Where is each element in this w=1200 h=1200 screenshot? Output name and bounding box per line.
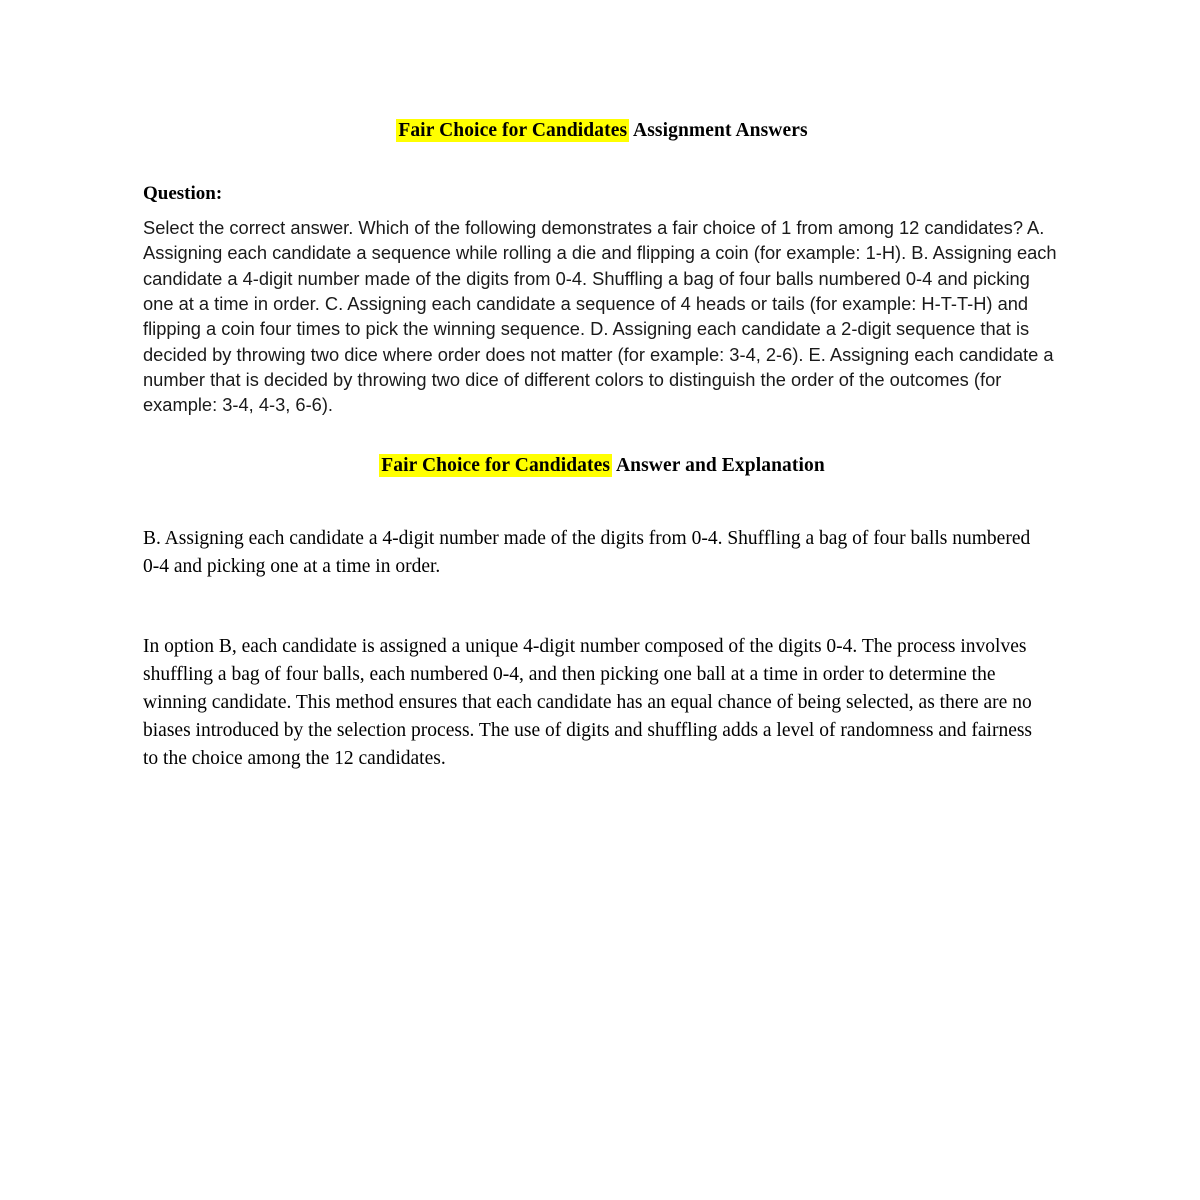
spacer bbox=[143, 479, 1061, 525]
section-title-rest: Answer and Explanation bbox=[612, 455, 825, 477]
page-title-rest: Assignment Answers bbox=[629, 120, 808, 141]
question-label: Question: bbox=[143, 183, 223, 205]
spacer bbox=[143, 207, 1061, 215]
spacer bbox=[143, 143, 1061, 182]
page-title-highlight: Fair Choice for Candidates bbox=[398, 120, 628, 141]
document-content bbox=[143, 118, 1061, 773]
answer-text: B. Assigning each candidate a 4-digit number made of the digits from 0-4. Shuffling a bag of four balls numbered 0-4 and picking one at a time in order. bbox=[143, 527, 1031, 577]
explanation-text: In option B, each candidate is assigned a unique 4-digit number composed of the digits 0-4. The process involves shuffling a bag of four balls, each numbered 0-4, and then picking one ball at a time in order to determine the winning candidate. This method ensures that each candidate has an equal chance of being selected, as there are no biases introduced by the selection process. The use of digits and shuffling adds a level of randomness and fairness to the choice among the 12 candidates. bbox=[143, 635, 1033, 769]
question-text: Select the correct answer. Which of the following demonstrates a fair choice of 1 from among 12 candidates? A. Assigning each candidate a sequence while rolling a die and flipping a coin (for example: 1-H). B. Assigning each candidate a 4-digit number made of the digits from 0-4. Shuffling a bag of four balls numbered 0-4 and picking one at a time in order. C. Assigning each candidate a sequence of 4 heads or tails (for example: H-T-T-H) and flipping a coin four times to pick the winning sequence. D. Assigning each candidate a 2-digit sequence that is decided by throwing two dice where order does not matter (for example: 3-4, 2-6). E. Assigning each candidate a number that is decided by throwing two dice of different colors to distinguish the order of the outcomes (for example: 3-4, 4-3, 6-6). bbox=[143, 217, 1057, 416]
section-title-highlight: Fair Choice for Candidates bbox=[381, 455, 611, 477]
page-title bbox=[143, 118, 1061, 143]
section-title bbox=[143, 453, 1061, 478]
spacer bbox=[143, 581, 1061, 633]
spacer bbox=[143, 417, 1061, 453]
